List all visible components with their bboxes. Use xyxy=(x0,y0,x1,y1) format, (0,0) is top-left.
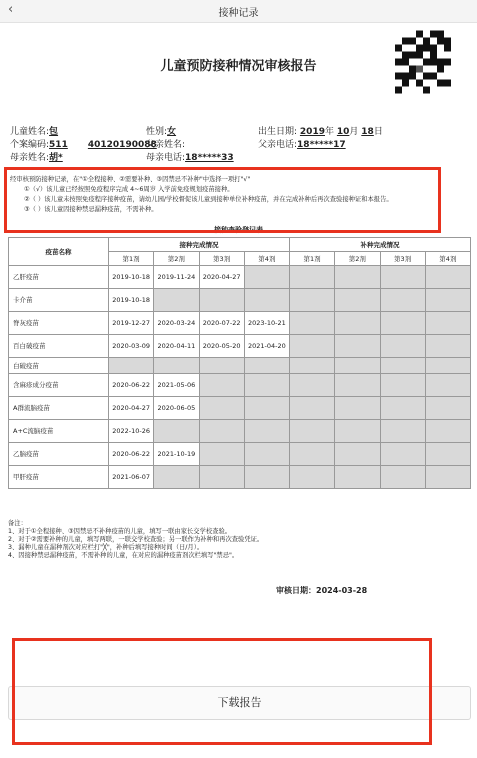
catchup-cell xyxy=(290,358,335,374)
dose-date-cell: 2021-10-19 xyxy=(154,443,199,466)
dose-date-cell: 2022-10-26 xyxy=(109,420,154,443)
col-dose: 第2剂 xyxy=(335,252,380,266)
dose-date-cell xyxy=(154,420,199,443)
table-row xyxy=(9,420,471,443)
catchup-cell xyxy=(290,466,335,489)
dose-date-cell xyxy=(199,397,244,420)
dose-date-cell: 2020-03-09 xyxy=(109,335,154,358)
catchup-cell xyxy=(335,358,380,374)
dose-date-cell: 2020-06-22 xyxy=(109,374,154,397)
dose-date-cell xyxy=(199,374,244,397)
nav-bar xyxy=(0,0,477,23)
catchup-cell xyxy=(380,420,425,443)
dose-date-cell: 2019-10-18 xyxy=(109,289,154,312)
qr-code-icon xyxy=(395,30,451,94)
vaccine-name-cell: 乙脑疫苗 xyxy=(9,443,109,466)
dose-date-cell xyxy=(199,358,244,374)
dose-date-cell xyxy=(109,358,154,374)
catchup-cell xyxy=(335,466,380,489)
download-report-button[interactable]: 下载报告 xyxy=(8,686,471,720)
page-title: 接种记录 xyxy=(218,8,259,19)
gender: 性别:女 xyxy=(146,127,177,137)
dose-date-cell: 2023-10-21 xyxy=(244,312,289,335)
notes-item-3: ③（ ）该儿童因接种禁忌漏种疫苗，不需补种。 xyxy=(24,206,158,213)
back-icon[interactable]: ‹ xyxy=(8,2,14,17)
catchup-cell xyxy=(380,374,425,397)
dose-date-cell: 2019-10-18 xyxy=(109,266,154,289)
dose-date-cell: 2021-04-20 xyxy=(244,335,289,358)
vaccine-name-cell: 含麻疹成分疫苗 xyxy=(9,374,109,397)
dose-date-cell xyxy=(244,466,289,489)
col-dose: 第1剂 xyxy=(109,252,154,266)
remark-4: 4、因接种禁忌漏种疫苗，不需补种的儿童，在对应的漏种疫苗剂次栏填写"禁忌"。 xyxy=(8,552,239,559)
catchup-cell xyxy=(380,289,425,312)
father-name: 父亲姓名: xyxy=(146,140,186,150)
dose-date-cell: 2020-05-20 xyxy=(199,335,244,358)
vaccine-table xyxy=(8,237,471,489)
col-group-done: 接种完成情况 xyxy=(109,238,290,252)
col-dose: 第1剂 xyxy=(290,252,335,266)
father-phone: 父亲电话:18*****17 xyxy=(258,140,346,150)
catchup-cell xyxy=(335,289,380,312)
dose-date-cell xyxy=(244,358,289,374)
remarks-title: 备注： xyxy=(8,520,27,527)
vaccine-name-cell: 百白破疫苗 xyxy=(9,335,109,358)
remarks xyxy=(8,520,263,560)
table-row xyxy=(9,374,471,397)
col-dose: 第3剂 xyxy=(199,252,244,266)
catchup-cell xyxy=(290,397,335,420)
catchup-cell xyxy=(380,266,425,289)
catchup-cell xyxy=(290,374,335,397)
dose-date-cell xyxy=(154,289,199,312)
dose-date-cell: 2021-05-06 xyxy=(154,374,199,397)
table-row xyxy=(9,312,471,335)
highlight-box-download xyxy=(12,638,432,745)
table-row xyxy=(9,466,471,489)
table-row xyxy=(9,358,471,374)
dose-date-cell xyxy=(244,397,289,420)
catchup-cell xyxy=(380,397,425,420)
catchup-cell xyxy=(425,397,470,420)
case-code: 个案编码:511 40120190088 xyxy=(10,140,157,150)
dose-date-cell: 2020-04-27 xyxy=(199,266,244,289)
remark-1: 1、对于①全程接种、③因禁忌不补种疫苗的儿童，填写一联由家长交学校查验。 xyxy=(8,528,232,535)
remark-2: 2、对于②需要补种的儿童，填写两联，一联交学校查验；另一联作为补种和再次查验凭证。 xyxy=(8,536,264,543)
catchup-cell xyxy=(425,266,470,289)
vaccine-name-cell: 乙肝疫苗 xyxy=(9,266,109,289)
catchup-cell xyxy=(290,443,335,466)
catchup-cell xyxy=(335,443,380,466)
catchup-cell xyxy=(290,420,335,443)
remark-3: 3、漏种儿童在漏种剂次对应栏打"╳"，补种后填写接种时间（日/月）。 xyxy=(8,544,204,551)
dose-date-cell: 2021-06-07 xyxy=(109,466,154,489)
catchup-cell xyxy=(425,312,470,335)
dose-date-cell xyxy=(154,466,199,489)
col-dose: 第4剂 xyxy=(244,252,289,266)
col-dose: 第3剂 xyxy=(380,252,425,266)
catchup-cell xyxy=(380,466,425,489)
dose-date-cell: 2020-06-22 xyxy=(109,443,154,466)
dose-date-cell: 2020-04-11 xyxy=(154,335,199,358)
catchup-cell xyxy=(380,335,425,358)
dose-date-cell xyxy=(244,374,289,397)
dose-date-cell xyxy=(199,443,244,466)
vaccine-name-cell: A群流脑疫苗 xyxy=(9,397,109,420)
dose-date-cell: 2019-11-24 xyxy=(154,266,199,289)
report-title: 儿童预防接种情况审核报告 xyxy=(160,59,317,74)
dose-date-cell xyxy=(154,358,199,374)
audit-date: 审核日期：2024-03-28 xyxy=(276,586,368,595)
dose-date-cell: 2020-04-27 xyxy=(109,397,154,420)
dose-date-cell xyxy=(199,420,244,443)
notes-intro: 经审核预防接种记录，在"①全程接种、②需要补种、③因禁忌不补种"中选择一项打"√" xyxy=(10,176,251,183)
catchup-cell xyxy=(290,289,335,312)
table-row xyxy=(9,397,471,420)
col-dose: 第2剂 xyxy=(154,252,199,266)
dose-date-cell: 2019-12-27 xyxy=(109,312,154,335)
catchup-cell xyxy=(425,374,470,397)
table-row xyxy=(9,443,471,466)
catchup-cell xyxy=(290,312,335,335)
dose-date-cell xyxy=(199,466,244,489)
catchup-cell xyxy=(290,335,335,358)
dose-date-cell xyxy=(244,420,289,443)
vaccine-name-cell: 白破疫苗 xyxy=(9,358,109,374)
birth-date: 出生日期: 2019年 10月 18日 xyxy=(258,127,383,137)
notes-item-1: ①（√）该儿童已经按照免疫程序完成 4~6周岁 入学前免疫规划疫苗接种。 xyxy=(24,186,234,193)
catchup-cell xyxy=(335,335,380,358)
notes-item-2: ②（ ）该儿童未按照免疫程序接种疫苗，请幼儿园/学校督促该儿童到接种单位补种疫苗，并在完成补种后再次查验接种证和本报告。 xyxy=(24,196,393,203)
catchup-cell xyxy=(425,466,470,489)
catchup-cell xyxy=(335,397,380,420)
vaccine-name-cell: 脊灰疫苗 xyxy=(9,312,109,335)
table-row xyxy=(9,335,471,358)
dose-date-cell xyxy=(244,266,289,289)
table-row xyxy=(9,289,471,312)
catchup-cell xyxy=(335,420,380,443)
vaccine-name-cell: 卡介苗 xyxy=(9,289,109,312)
mother-phone: 母亲电话:18*****33 xyxy=(146,153,234,163)
catchup-cell xyxy=(425,358,470,374)
catchup-cell xyxy=(425,335,470,358)
dose-date-cell xyxy=(244,289,289,312)
mother-name: 母亲姓名:胡* xyxy=(10,153,63,163)
catchup-cell xyxy=(335,312,380,335)
dose-date-cell: 2020-03-24 xyxy=(154,312,199,335)
catchup-cell xyxy=(290,266,335,289)
table-caption: 接种查验登记表 xyxy=(214,226,263,234)
dose-date-cell xyxy=(199,289,244,312)
catchup-cell xyxy=(425,289,470,312)
col-dose: 第4剂 xyxy=(425,252,470,266)
catchup-cell xyxy=(425,443,470,466)
catchup-cell xyxy=(335,266,380,289)
dose-date-cell: 2020-06-05 xyxy=(154,397,199,420)
catchup-cell xyxy=(425,420,470,443)
dose-date-cell: 2020-07-22 xyxy=(199,312,244,335)
catchup-cell xyxy=(380,358,425,374)
catchup-cell xyxy=(335,374,380,397)
col-group-catchup: 补种完成情况 xyxy=(290,238,471,252)
catchup-cell xyxy=(380,443,425,466)
vaccine-name-cell: 甲肝疫苗 xyxy=(9,466,109,489)
col-vaccine-name: 疫苗名称 xyxy=(9,238,109,266)
catchup-cell xyxy=(380,312,425,335)
dose-date-cell xyxy=(244,443,289,466)
vaccine-name-cell: A+C流脑疫苗 xyxy=(9,420,109,443)
highlight-box-notes xyxy=(4,167,441,233)
child-name: 儿童姓名:包 xyxy=(10,127,59,137)
table-row xyxy=(9,266,471,289)
